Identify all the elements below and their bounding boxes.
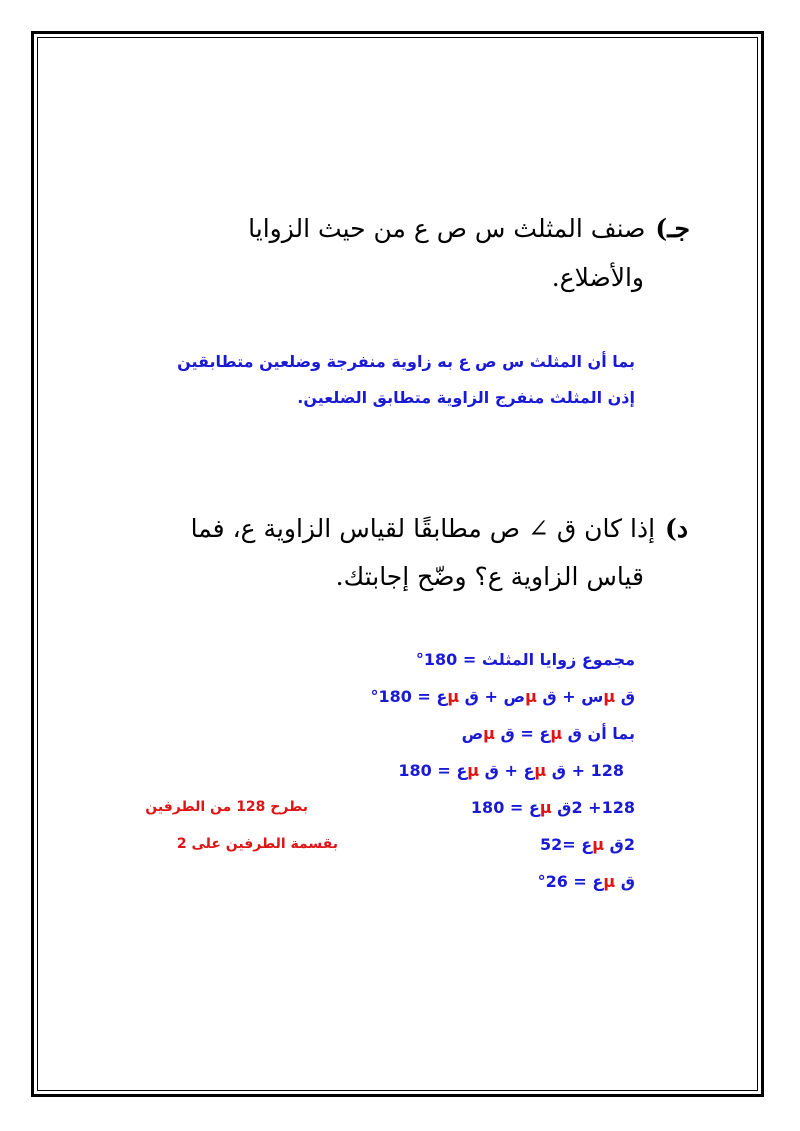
answer-d-line2: ق µس + ق µص + ق µع = 180° — [370, 687, 635, 706]
answer-d-note1: بطرح 128 من الطرفين — [145, 799, 308, 815]
angle-icon: µ — [603, 687, 616, 706]
angle-icon: µ — [539, 798, 552, 817]
question-c-label: جـ) — [655, 214, 690, 243]
angle-icon: µ — [550, 724, 563, 743]
question-d-label: د) — [665, 514, 688, 543]
answer-d-line5: 128+ 2ق µع = 180 — [470, 798, 635, 817]
angle-icon: µ — [467, 761, 480, 780]
question-d-text-1: إذا كان ق ∠ ص مطابقًا لقياس الزاوية ع، فما — [190, 514, 656, 543]
angle-icon: µ — [483, 724, 495, 743]
question-c-line1 — [248, 214, 690, 243]
angle-icon: µ — [447, 687, 460, 706]
angle-icon: µ — [603, 872, 616, 891]
answer-d-line3: بما أن ق µع = ق µص — [461, 724, 635, 743]
answer-d-line1: مجموع زوايا المثلث = 180° — [415, 650, 635, 669]
question-d-line1 — [191, 514, 688, 543]
answer-c-line1: بما أن المثلث س ص ع به زاوية منفرجة وضلعين متطابقين — [177, 352, 635, 371]
answer-d-line4: 128 + ق µع + ق µع = 180 — [398, 761, 624, 780]
question-c-text-1: صنف المثلث س ص ع من حيث الزوايا — [248, 214, 646, 243]
answer-c-line2: إذن المثلث منفرج الزاوية متطابق الضلعين. — [297, 388, 635, 407]
answer-d-line6: 2ق µع =52 — [540, 835, 635, 854]
question-d-line2: قياس الزاوية ع؟ وضّح إجابتك. — [335, 562, 644, 591]
question-c-line2: والأضلاع. — [551, 263, 644, 292]
angle-icon: µ — [534, 761, 547, 780]
answer-d-note2: بقسمة الطرفين على 2 — [176, 836, 338, 852]
angle-icon: µ — [592, 835, 604, 854]
angle-icon: µ — [525, 687, 537, 706]
answer-d-line7: ق µع = 26° — [537, 872, 635, 891]
